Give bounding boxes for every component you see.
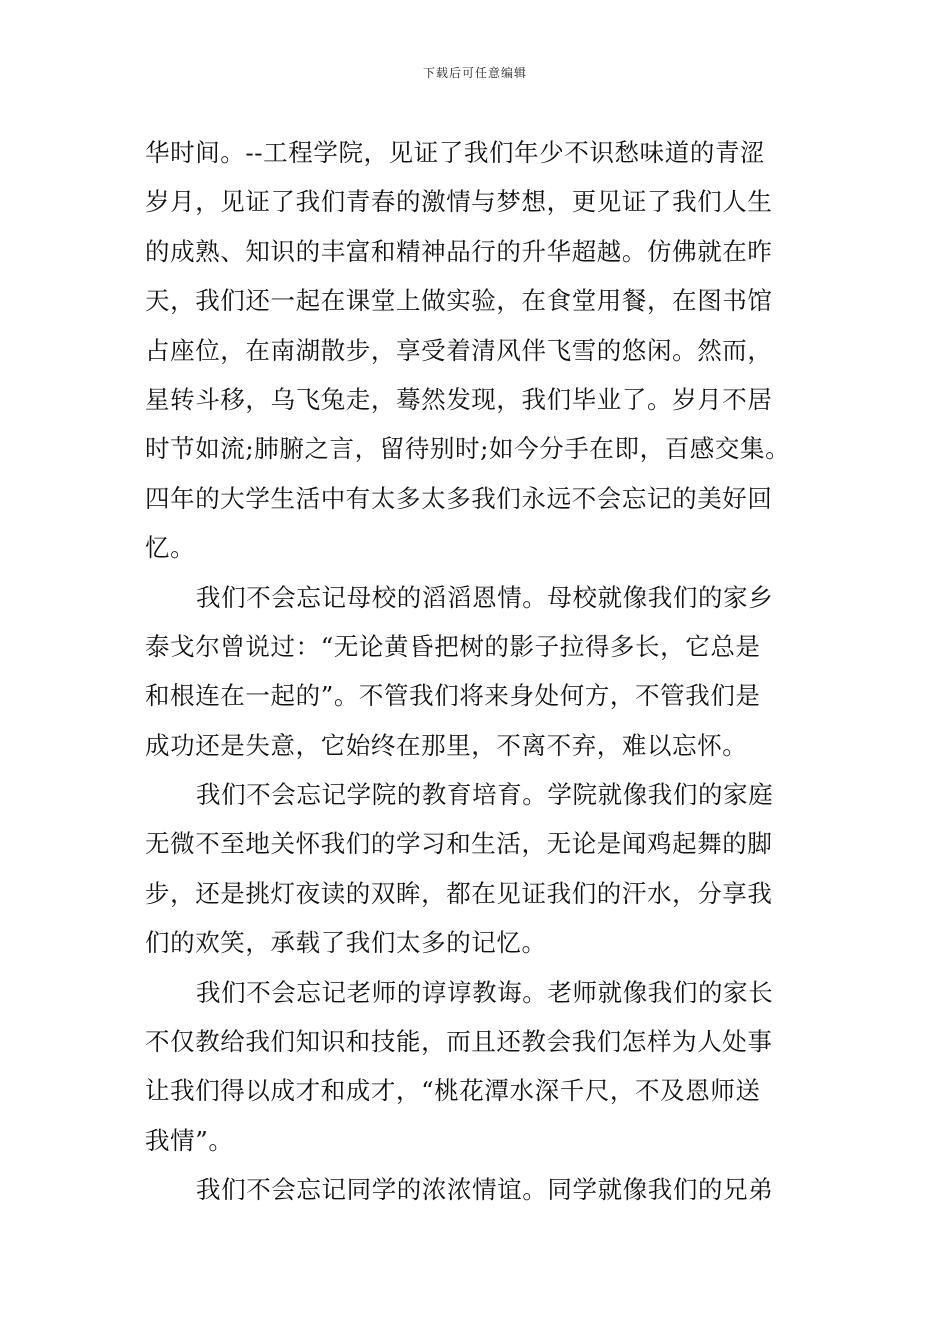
text-line: 星转斗移，乌飞兔走，蓦然发现，我们毕业了。岁月不居 [145,384,773,414]
text-line: 时节如流;肺腑之言，留待别时;如今分手在即，百感交集。 [145,434,791,464]
text-line: 华时间。--工程学院，见证了我们年少不识愁味道的青涩 [145,138,766,167]
text-line: 占座位，在南湖散步，享受着清风伴飞雪的悠闲。然而， [145,335,773,365]
paragraph-first-line: 我们不会忘记学院的教育培育。学院就像我们的家庭 [196,780,774,810]
text-line: 四年的大学生活中有太多太多我们永远不会忘记的美好回 [145,483,773,513]
text-line: 们的欢笑，承载了我们太多的记忆。 [145,928,547,958]
text-line: 忆。 [145,533,196,563]
text-line: 的成熟、知识的丰富和精神品行的升华超越。仿佛就在昨 [145,236,773,266]
header-note: 下载后可任意编辑 [422,66,527,80]
text-line: 成功还是失意，它始终在那里，不离不弃，难以忘怀。 [145,730,748,760]
document-body [145,128,825,1215]
text-line: 岁月，见证了我们青春的激情与梦想，更见证了我们人生 [145,187,773,217]
text-line: 不仅教给我们知识和技能，而且还教会我们怎样为人处事 [145,1027,773,1057]
text-line: 让我们得以成才和成才，“桃花潭水深千尺，不及恩师送 [145,1076,761,1106]
paragraph-first-line: 我们不会忘记同学的浓浓情谊。同学就像我们的兄弟 [196,1175,774,1205]
text-line: 天，我们还一起在课堂上做实验，在食堂用餐，在图书馆 [145,286,773,316]
text-line: 我情”。 [145,1125,234,1155]
text-line: 和根连在一起的”。不管我们将来身处何方，不管我们是 [145,681,761,711]
paragraph-first-line: 我们不会忘记老师的谆谆教诲。老师就像我们的家长 [196,977,774,1007]
paragraph-first-line: 我们不会忘记母校的滔滔恩情。母校就像我们的家乡 [196,582,774,612]
text-line: 步，还是挑灯夜读的双眸，都在见证我们的汗水，分享我 [145,878,773,908]
text-line: 无微不至地关怀我们的学习和生活，无论是闻鸡起舞的脚 [145,829,773,859]
text-line: 泰戈尔曾说过：“无论黄昏把树的影子拉得多长，它总是 [145,631,761,661]
